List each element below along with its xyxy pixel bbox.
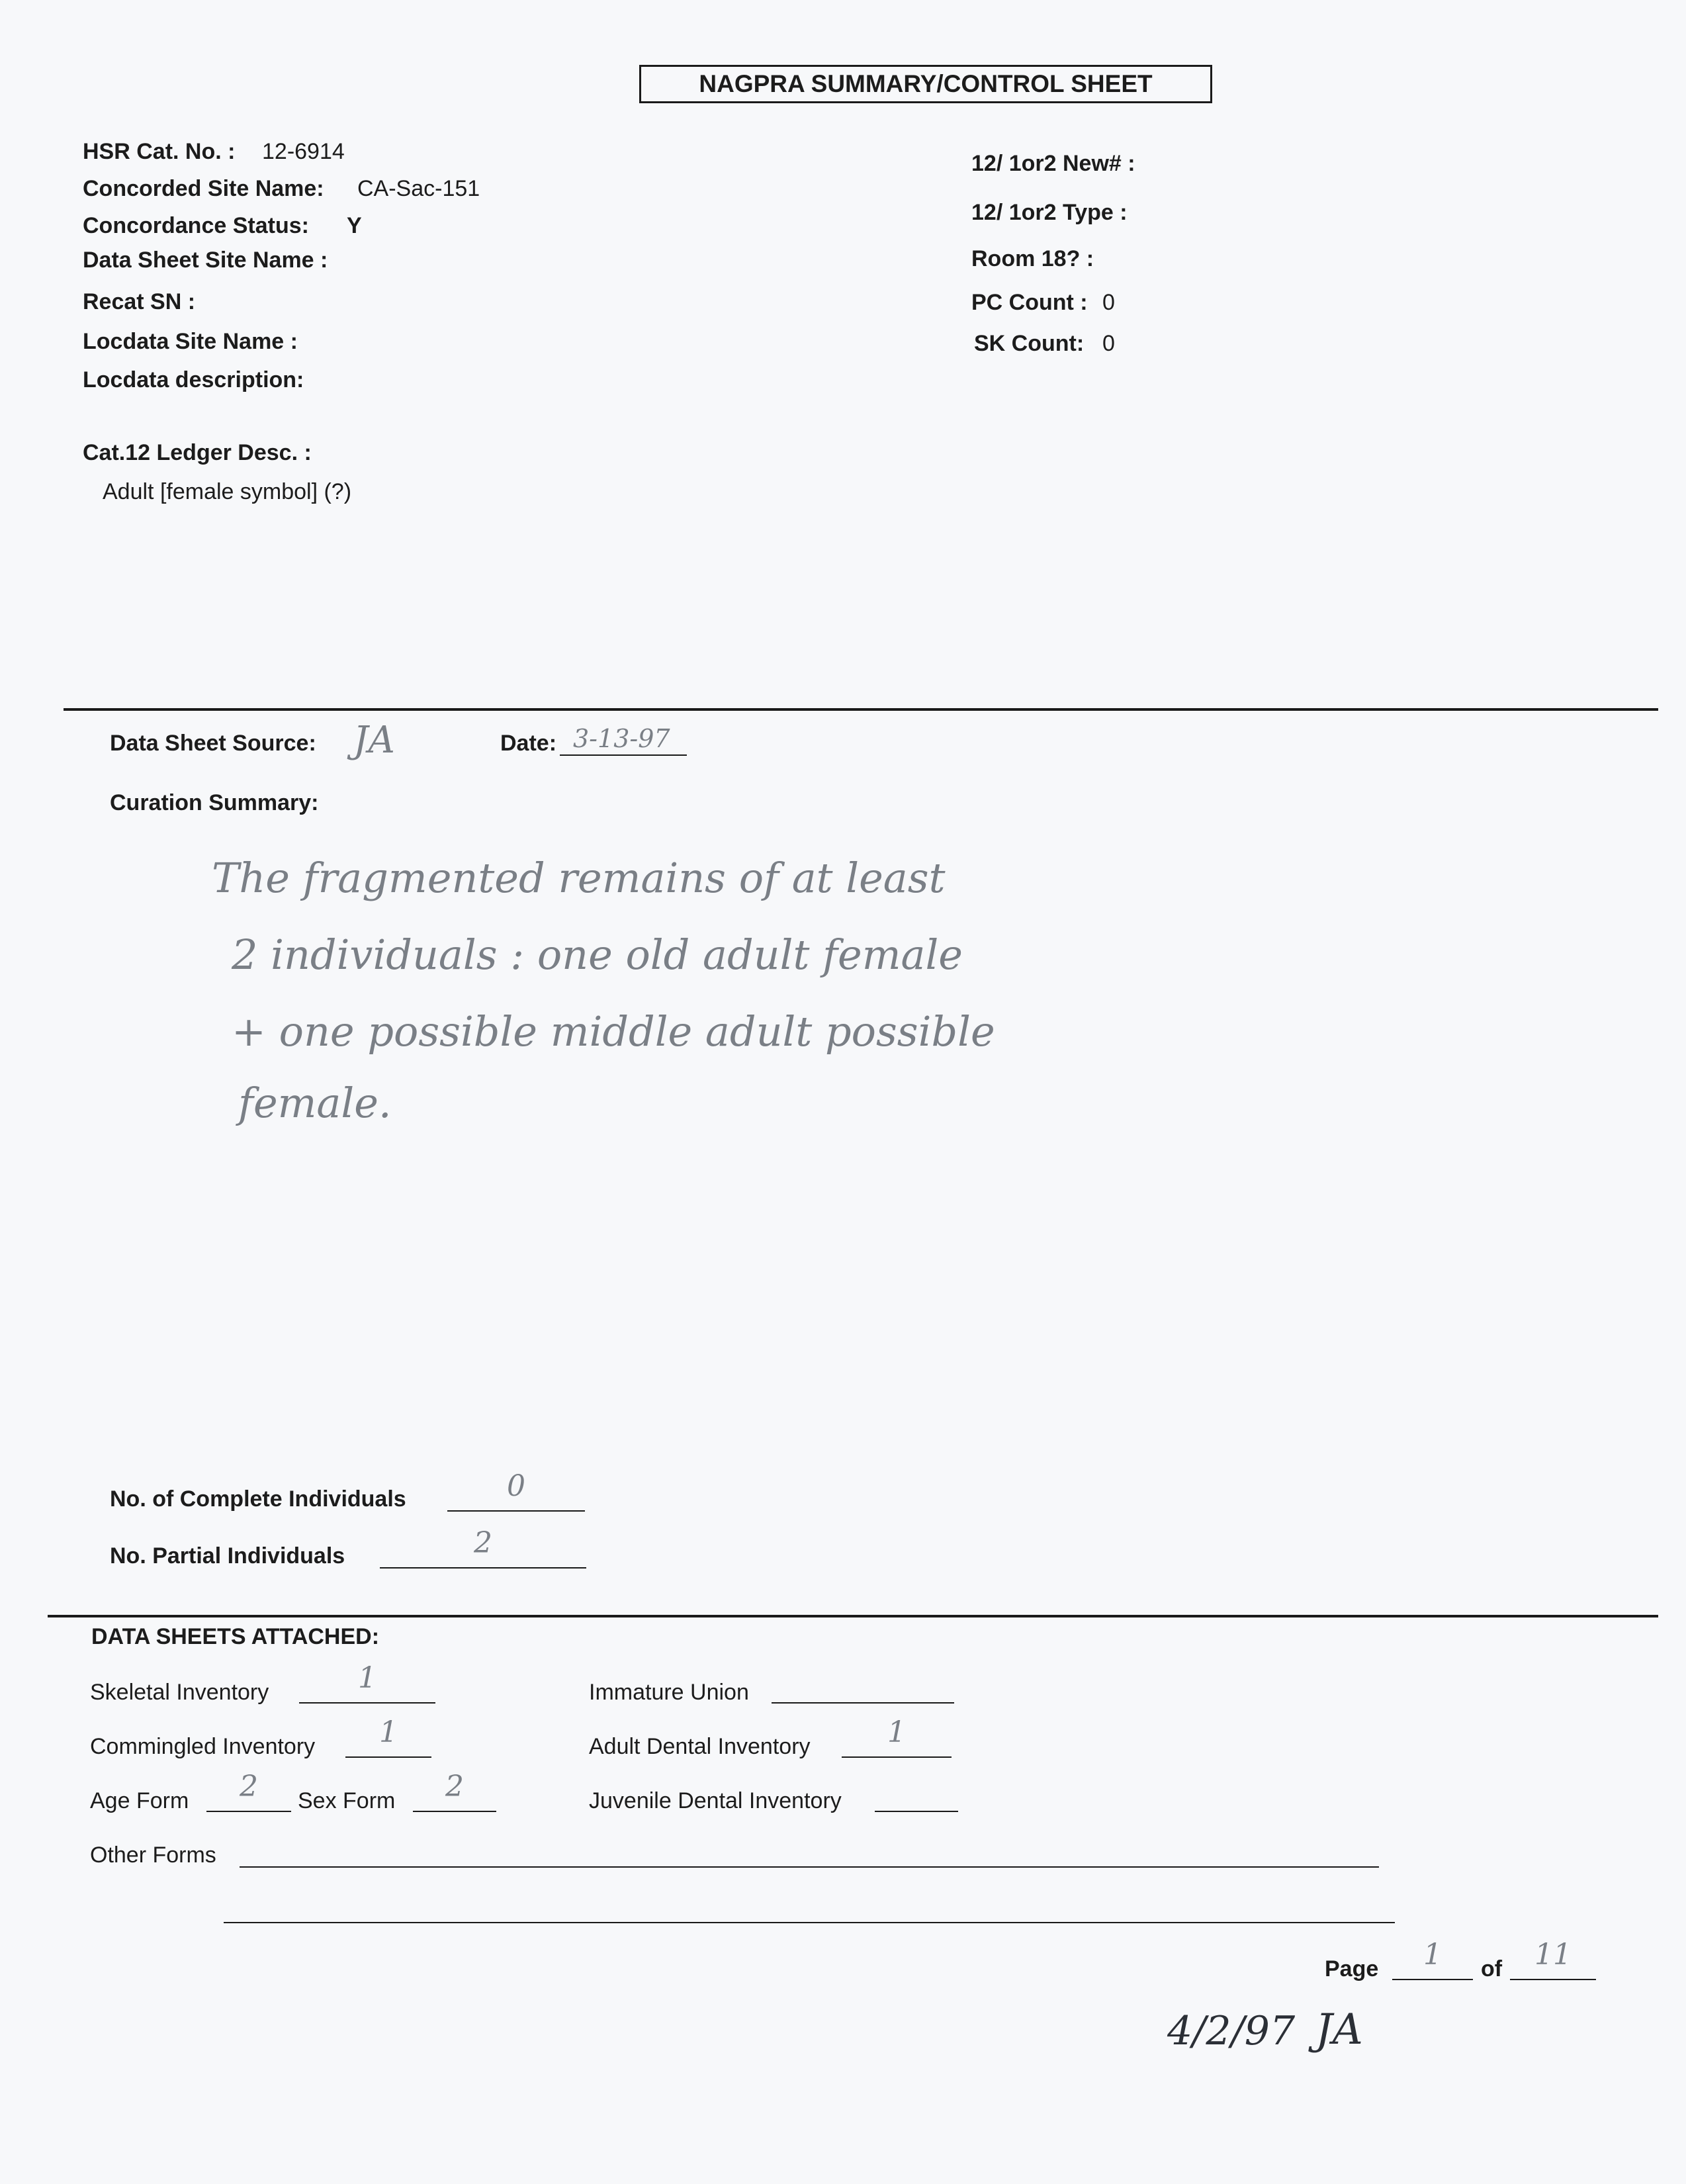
partial-individuals-value: 2	[474, 1526, 492, 1560]
partial-individuals-underline	[380, 1567, 586, 1569]
concordance-status-value: Y	[347, 213, 362, 238]
commingled-inventory-label: Commingled Inventory	[90, 1734, 316, 1759]
skeletal-inventory-underline	[299, 1702, 435, 1704]
complete-individuals-underline	[447, 1510, 585, 1512]
pc-count-label: PC Count :	[971, 290, 1088, 315]
of-label: of	[1481, 1956, 1503, 1981]
hsr-cat-no-value: 12-6914	[262, 139, 345, 164]
other-forms-label: Other Forms	[90, 1843, 216, 1868]
concordance-status-label: Concordance Status:	[83, 213, 309, 238]
adult-dental-inventory-value: 1	[887, 1715, 906, 1749]
signoff-date: 4/2/97	[1167, 2008, 1296, 2054]
immature-union-underline	[772, 1702, 954, 1704]
form-title: NAGPRA SUMMARY/CONTROL SHEET	[639, 65, 1212, 103]
sk-count-label: SK Count:	[974, 331, 1085, 356]
page-number-underline	[1392, 1979, 1473, 1980]
sex-form-underline	[413, 1811, 496, 1812]
curation-summary-line: female.	[238, 1079, 392, 1127]
section-divider	[64, 708, 1658, 711]
commingled-inventory-underline	[345, 1756, 431, 1758]
age-form-value: 2	[240, 1770, 258, 1803]
curation-summary-line: 2 individuals : one old adult female	[232, 931, 963, 979]
data-sheet-source-value: JA	[353, 719, 395, 762]
data-sheet-source-label: Data Sheet Source:	[110, 731, 316, 756]
curation-summary-line: + one possible middle adult possible	[232, 1007, 995, 1056]
pc-count-value: 0	[1102, 290, 1115, 315]
partial-individuals-label: No. Partial Individuals	[110, 1543, 345, 1569]
concorded-site-name-value: CA-Sac-151	[357, 176, 480, 201]
type-label: 12/ 1or2 Type :	[971, 200, 1128, 225]
new-number-label: 12/ 1or2 New# :	[971, 151, 1135, 176]
sex-form-label: Sex Form	[298, 1788, 396, 1813]
skeletal-inventory-label: Skeletal Inventory	[90, 1680, 269, 1705]
juvenile-dental-inventory-label: Juvenile Dental Inventory	[589, 1788, 842, 1813]
locdata-site-name-label: Locdata Site Name :	[83, 329, 298, 354]
date-value: 3-13-97	[573, 724, 670, 753]
ledger-desc-value: Adult [female symbol] (?)	[103, 479, 352, 504]
sk-count-value: 0	[1102, 331, 1115, 356]
curation-summary-line: The fragmented remains of at least	[212, 854, 946, 902]
data-sheet-site-name-label: Data Sheet Site Name :	[83, 248, 328, 273]
skeletal-inventory-value: 1	[358, 1661, 377, 1695]
locdata-description-label: Locdata description:	[83, 367, 304, 392]
immature-union-label: Immature Union	[589, 1680, 749, 1705]
room-18-label: Room 18? :	[971, 246, 1094, 271]
adult-dental-inventory-label: Adult Dental Inventory	[589, 1734, 811, 1759]
ledger-desc-label: Cat.12 Ledger Desc. :	[83, 440, 312, 465]
other-forms-underline-2	[224, 1922, 1395, 1923]
signoff-initials: JA	[1315, 2005, 1363, 2054]
complete-individuals-value: 0	[507, 1469, 525, 1503]
complete-individuals-label: No. of Complete Individuals	[110, 1486, 406, 1512]
age-form-label: Age Form	[90, 1788, 189, 1813]
concorded-site-name-label: Concorded Site Name:	[83, 176, 324, 201]
curation-summary-label: Curation Summary:	[110, 790, 319, 815]
juvenile-dental-inventory-underline	[875, 1811, 958, 1812]
date-label: Date:	[500, 731, 557, 756]
page-label: Page	[1325, 1956, 1379, 1981]
sex-form-value: 2	[445, 1770, 464, 1803]
date-underline	[560, 754, 687, 756]
hsr-cat-no-label: HSR Cat. No. :	[83, 139, 236, 164]
page-total-underline	[1510, 1979, 1596, 1980]
page-total-value: 11	[1534, 1938, 1572, 1972]
section-divider	[48, 1615, 1658, 1617]
age-form-underline	[206, 1811, 291, 1812]
page-number-value: 1	[1423, 1938, 1442, 1972]
commingled-inventory-value: 1	[379, 1715, 398, 1749]
other-forms-underline	[240, 1866, 1379, 1868]
adult-dental-inventory-underline	[842, 1756, 952, 1758]
data-sheets-attached-heading: DATA SHEETS ATTACHED:	[91, 1624, 380, 1649]
recat-sn-label: Recat SN :	[83, 289, 196, 314]
